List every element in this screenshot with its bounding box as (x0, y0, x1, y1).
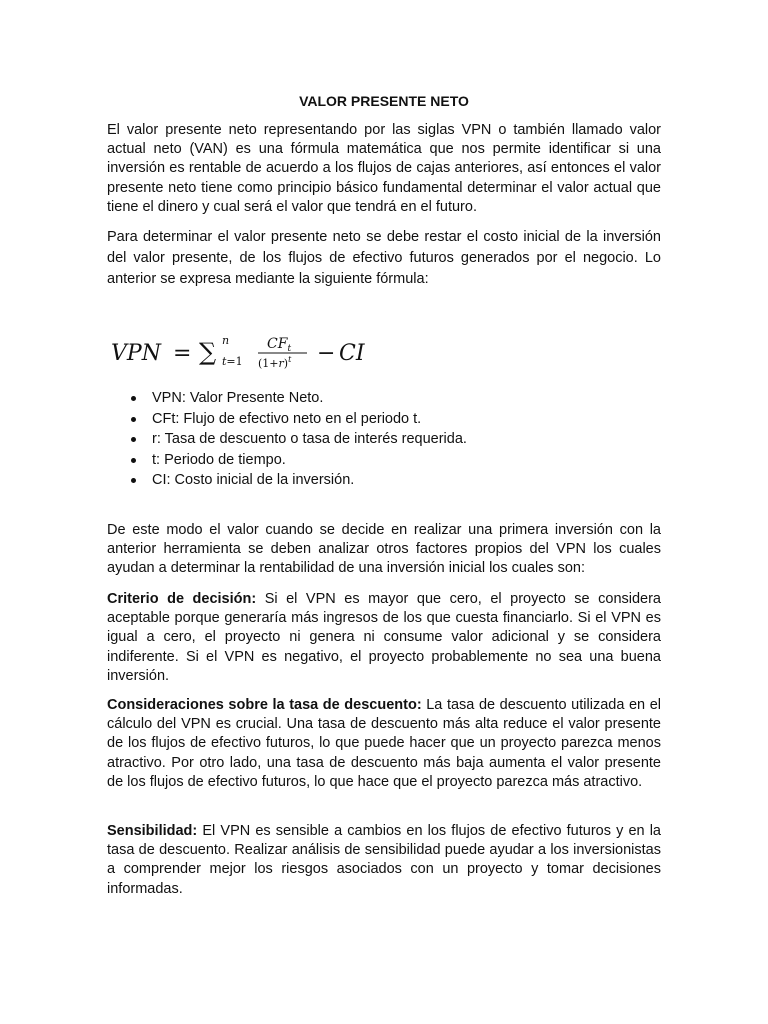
intro-paragraph: El valor presente neto representando por las siglas VPN o también llamado valor actual neto (VAN) es una fórmula matemática que nos permite identificar si una inversión es rentable de acuerdo a los flujos de cajas anteriores, así entonces el valor presente neto tiene como principio básico fundamental determinar el valor actual que tiene el dinero y cual será el valor que tendrá en el futuro. (107, 122, 661, 215)
section-body: La tasa de descuento utilizada en el cálculo del VPN es crucial. Una tasa de descuento más alta reduce el valor presente de los flujos de efectivo futuros, lo que puede hacer que un proyecto parezca menos atractivo. Por otro lado, una tasa de descuento más baja aumenta el valor presente de los flujos de efectivo futuros, lo que hace que el proyecto parezca más atractivo. (107, 697, 661, 790)
section-heading: Sensibilidad: (107, 823, 198, 839)
section-body: El VPN es sensible a cambios en los flujos de efectivo futuros y en la tasa de descuento. Realizar análisis de sensibilidad puede ayudar a los inversionistas a comprender mejor los riesgos asociados con un proyecto y tomar decisiones informadas. (107, 823, 661, 897)
page-title: VALOR PRESENTE NETO (299, 93, 469, 109)
list-item: t: Periodo de tiempo. (107, 450, 661, 471)
vpn-formula-image (111, 326, 411, 380)
svg-text:(1+r)t: $(1+r)^t$ (258, 355, 292, 370)
section-heading: Consideraciones sobre la tasa de descuento: (107, 697, 422, 713)
svg-text:−: − (317, 341, 336, 366)
svg-text:n: n (222, 334, 230, 347)
variable-definitions-list (107, 388, 661, 491)
svg-text:t=1: t=1 (222, 355, 243, 368)
section-decision-criteria (107, 590, 661, 686)
list-item: VPN: Valor Presente Neto. (107, 388, 661, 409)
svg-text:=: = (173, 341, 192, 366)
list-item: CFt: Flujo de efectivo neto en el periodo t. (107, 409, 661, 430)
svg-text:VPN: VPN (111, 341, 161, 366)
list-item: CI: Costo inicial de la inversión. (107, 470, 661, 491)
formula-intro-paragraph: Para determinar el valor presente neto se debe restar el costo inicial de la inversión del valor presente, de los flujos de efectivo futuros generados por el negocio. Lo anterior se expresa mediante la siguiente fórmula: (107, 229, 661, 287)
factors-intro-paragraph: De este modo el valor cuando se decide en realizar una primera inversión con la anterior herramienta se deben analizar otros factores propios del VPN los cuales ayudan a determinar la rentabilidad de una inversión inicial los cuales son: (107, 522, 661, 577)
svg-text:CI: CI (339, 341, 365, 366)
svg-text:∑: ∑ (199, 338, 217, 366)
list-item: r: Tasa de descuento o tasa de interés requerida. (107, 429, 661, 450)
svg-text:CFt: $CF_t$ (267, 336, 292, 354)
section-sensitivity (107, 822, 661, 899)
section-body: Si el VPN es mayor que cero, el proyecto se considera aceptable porque generaría más ingresos de los que cuesta financiarlo. Si el VPN es igual a cero, el proyecto ni genera ni consume valor adicional y se considera indiferente. Si el VPN es negativo, el proyecto probablemente no sea una buena inversión. (107, 591, 662, 684)
section-discount-rate (107, 696, 661, 792)
section-heading: Criterio de decisión: (107, 591, 257, 607)
